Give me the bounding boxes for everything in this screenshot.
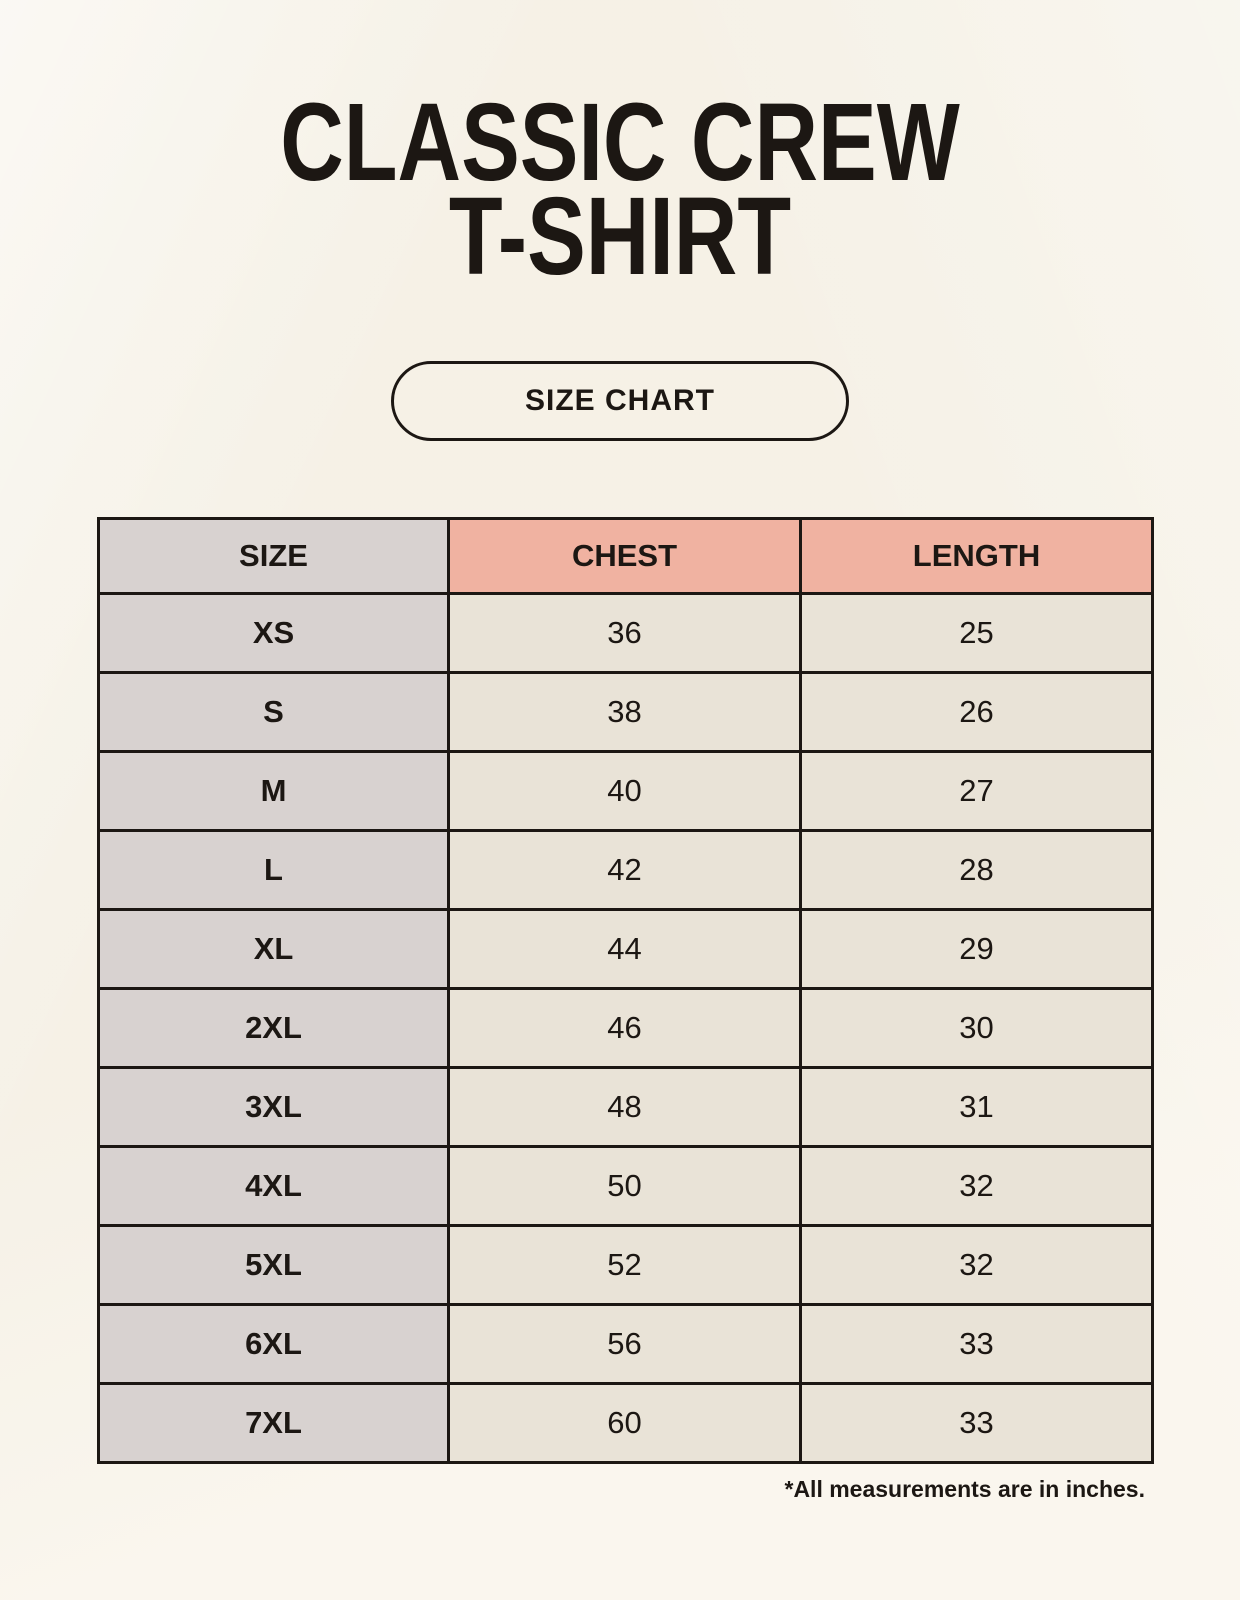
length-value: 32 [801, 1226, 1153, 1305]
table-row [99, 594, 1153, 673]
column-header-length: LENGTH [801, 519, 1153, 594]
length-value: 30 [801, 989, 1153, 1068]
length-value: 27 [801, 752, 1153, 831]
column-header-chest: CHEST [449, 519, 801, 594]
chest-value: 50 [449, 1147, 801, 1226]
table-row [99, 673, 1153, 752]
header-row [99, 519, 1153, 594]
table-row [99, 1226, 1153, 1305]
length-value: 33 [801, 1305, 1153, 1384]
column-header-size: SIZE [99, 519, 449, 594]
chest-value: 46 [449, 989, 801, 1068]
size-label: M [99, 752, 449, 831]
chest-value: 36 [449, 594, 801, 673]
chest-value: 40 [449, 752, 801, 831]
chest-value: 60 [449, 1384, 801, 1463]
length-value: 25 [801, 594, 1153, 673]
chest-value: 52 [449, 1226, 801, 1305]
chest-value: 48 [449, 1068, 801, 1147]
length-value: 33 [801, 1384, 1153, 1463]
size-label: 4XL [99, 1147, 449, 1226]
size-label: 6XL [99, 1305, 449, 1384]
length-value: 31 [801, 1068, 1153, 1147]
size-chart-badge[interactable] [391, 361, 849, 441]
length-value: 26 [801, 673, 1153, 752]
length-value: 28 [801, 831, 1153, 910]
title-line-2: T-SHIRT [448, 174, 792, 298]
chest-value: 38 [449, 673, 801, 752]
size-chart-table [97, 517, 1154, 1464]
size-label: XS [99, 594, 449, 673]
chest-value: 44 [449, 910, 801, 989]
size-label: S [99, 673, 449, 752]
chest-value: 42 [449, 831, 801, 910]
size-label: L [99, 831, 449, 910]
table-row [99, 752, 1153, 831]
page-title [124, 0, 1116, 298]
measurement-footnote: *All measurements are in inches. [784, 1476, 1145, 1502]
size-chart-badge-label: SIZE CHART [525, 384, 715, 417]
size-label: XL [99, 910, 449, 989]
table-row [99, 1384, 1153, 1463]
table-row [99, 1305, 1153, 1384]
table-row [99, 989, 1153, 1068]
size-label: 7XL [99, 1384, 449, 1463]
size-label: 5XL [99, 1226, 449, 1305]
size-label: 3XL [99, 1068, 449, 1147]
table-row [99, 1068, 1153, 1147]
length-value: 29 [801, 910, 1153, 989]
size-label: 2XL [99, 989, 449, 1068]
table-row [99, 1147, 1153, 1226]
chest-value: 56 [449, 1305, 801, 1384]
size-chart-table-container [97, 517, 1151, 1464]
table-row [99, 831, 1153, 910]
title-line-1: CLASSIC CREW [280, 81, 960, 204]
table-row [99, 910, 1153, 989]
length-value: 32 [801, 1147, 1153, 1226]
